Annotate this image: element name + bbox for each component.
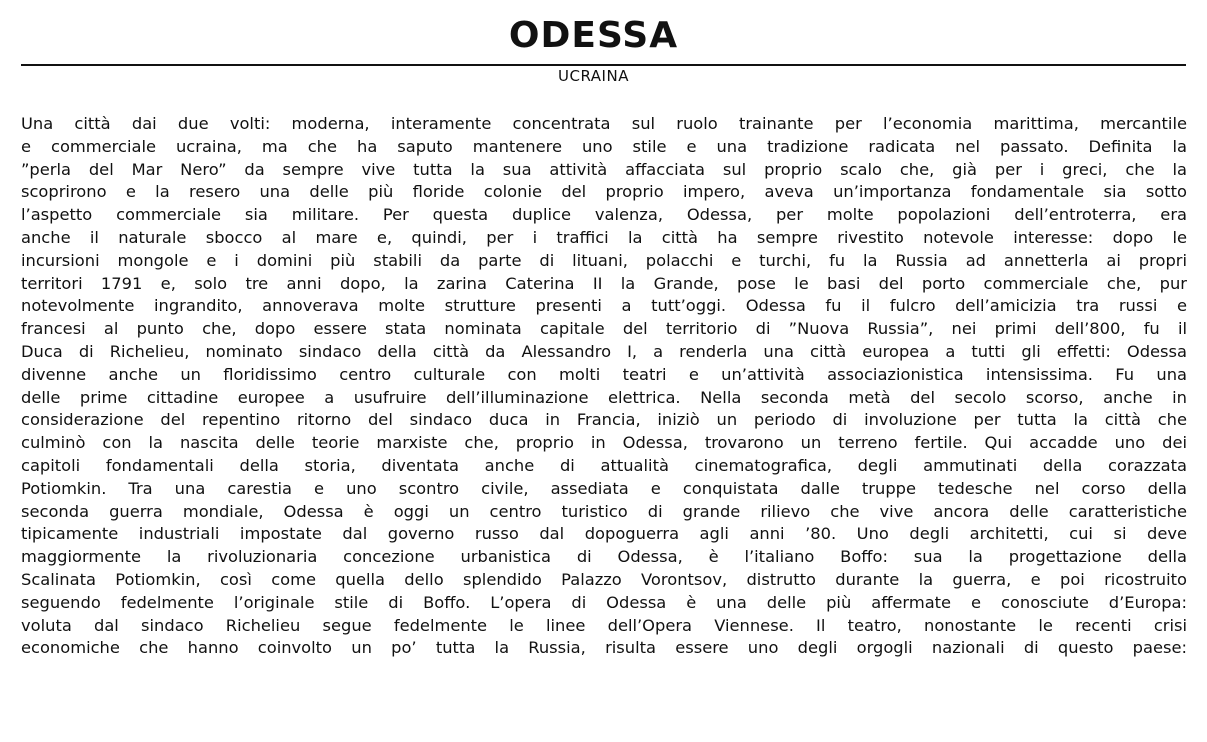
text-line: culminò con la nascita delle teorie marxiste che, proprio in Odessa, trovarono un terreno fertile. Qui accadde uno dei [21, 433, 1187, 453]
text-line: Potiomkin. Tra una carestia e uno scontro civile, assediata e conquistata dalle truppe tedesche nel corso della [21, 478, 1187, 498]
text-line: seguendo fedelmente l’originale stile di Boffo. L’opera di Odessa è una delle più affermate e conosciute d’Europa: [21, 592, 1187, 612]
text-line: anche il naturale sbocco al mare e, quindi, per i traffici la città ha sempre rivestito notevole interesse: dopo le [21, 227, 1187, 247]
text-line: ”perla del Mar Nero” da sempre vive tutta la sua attività affacciata sul proprio scalo che, già per i greci, che la [21, 159, 1187, 179]
text-line: francesi al punto che, dopo essere stata nominata capitale del territorio di ”Nuova Russia”, nei primi dell’800, fu il [21, 319, 1187, 339]
text-line: voluta dal sindaco Richelieu segue fedelmente le linee dell’Opera Viennese. Il teatro, nonostante le recenti crisi [21, 615, 1187, 635]
text-line: notevolmente ingrandito, annoverava molte strutture presenti a tutt’oggi. Odessa fu il fulcro dell’amicizia tra russi e [21, 296, 1187, 316]
text-line: economiche che hanno coinvolto un po’ tutta la Russia, risulta essere uno degli orgogli nazionali di questo paese: [21, 638, 1187, 658]
text-line: Scalinata Potiomkin, così come quella dello splendido Palazzo Vorontsov, distrutto durante la guerra, e poi ricostruito [21, 569, 1187, 589]
text-line: scoprirono e la resero una delle più floride colonie del proprio impero, aveva un’importanza fondamentale sia sotto [21, 182, 1187, 202]
text-line: Duca di Richelieu, nominato sindaco della città da Alessandro I, a renderla una città europea a tutti gli effetti: Odessa [21, 341, 1187, 361]
text-line: maggiormente la rivoluzionaria concezione urbanistica di Odessa, è l’italiano Boffo: sua la progettazione della [21, 547, 1187, 567]
text-line: tipicamente industriali impostate dal governo russo dal dopoguerra agli anni ’80. Uno degli architetti, cui si deve [21, 524, 1187, 544]
text-line: seconda guerra mondiale, Odessa è oggi un centro turistico di grande rilievo che vive ancora delle caratteristiche [21, 501, 1187, 521]
body-text [21, 113, 1187, 660]
text-line: capitoli fondamentali della storia, diventata anche di attualità cinematografica, degli ammutinati della corazzata [21, 455, 1187, 475]
text-line: divenne anche un floridissimo centro culturale con molti teatri e un’attività associazionistica intensissima. Fu una [21, 364, 1187, 384]
text-line: incursioni mongole e i domini più stabili da parte di lituani, polacchi e turchi, fu la Russia ad annetterla ai propri [21, 250, 1187, 270]
text-line: territori 1791 e, solo tre anni dopo, la zarina Caterina II la Grande, pose le basi del porto commerciale che, pur [21, 273, 1187, 293]
text-line: delle prime cittadine europee a usufruire dell’illuminazione elettrica. Nella seconda metà del secolo scorso, anche in [21, 387, 1187, 407]
text-line: e commerciale ucraina, ma che ha saputo mantenere uno stile e una tradizione radicata nel passato. Definita la [21, 136, 1187, 156]
text-line: Una città dai due volti: moderna, interamente concentrata sul ruolo trainante per l’economia marittima, mercantile [21, 114, 1187, 133]
page-subtitle: UCRAINA [558, 67, 629, 85]
text-line: l’aspetto commerciale sia militare. Per questa duplice valenza, Odessa, per molte popolazioni dell’entroterra, era [21, 205, 1187, 225]
page-title: ODESSA [508, 15, 679, 56]
text-line: considerazione del repentino ritorno del sindaco duca in Francia, iniziò un periodo di involuzione per tutta la città che [21, 410, 1187, 430]
